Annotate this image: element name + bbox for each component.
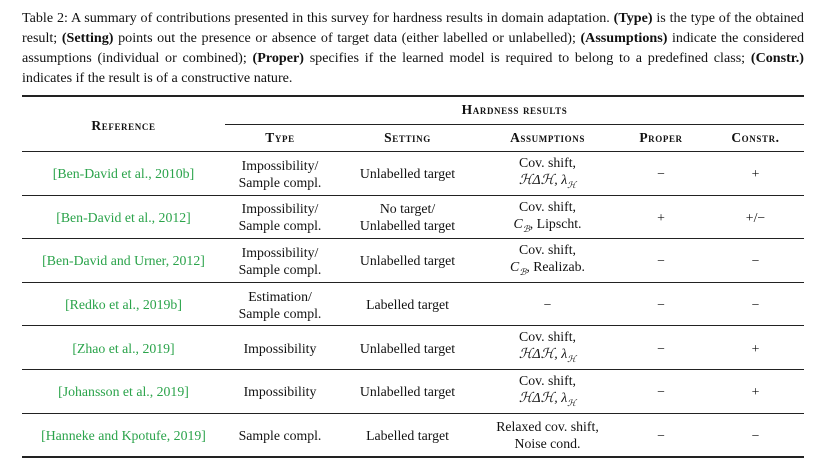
- assumptions-text: Cov. shift,: [519, 329, 576, 345]
- constr-value: −: [751, 427, 760, 443]
- proper-value: −: [657, 427, 665, 443]
- caption-setting-term: (Setting): [61, 30, 114, 46]
- table-row: [22, 196, 804, 240]
- caption-label: Table 2:: [22, 10, 68, 26]
- assumptions-math: [519, 389, 576, 412]
- setting-cell: [335, 414, 480, 458]
- constr-value: +: [751, 166, 760, 182]
- proper-value: −: [657, 384, 665, 400]
- setting-cell: [335, 370, 480, 414]
- reference-cell: [22, 414, 225, 458]
- setting-text: Unlabelled target: [359, 218, 456, 234]
- constr-cell: [707, 152, 804, 196]
- proper-cell: [615, 326, 707, 370]
- type-cell: [225, 283, 335, 327]
- setting-text: Labelled target: [366, 297, 449, 313]
- setting-cell: [335, 152, 480, 196]
- assumptions-math-symbol: C: [513, 215, 523, 231]
- reference-cell: [22, 283, 225, 327]
- constr-value: −: [751, 297, 760, 313]
- reference-link[interactable]: [Ben-David et al., 2012]: [56, 209, 191, 225]
- constr-cell: [707, 283, 804, 327]
- assumptions-cell: [480, 326, 615, 370]
- type-cell: [225, 370, 335, 414]
- table-caption: [22, 8, 804, 88]
- constr-cell: [707, 414, 804, 458]
- assumptions-text: Cov. shift,: [519, 154, 576, 170]
- proper-value: −: [657, 340, 665, 356]
- reference-link[interactable]: [Johansson et al., 2019]: [58, 384, 189, 400]
- constr-cell: [707, 196, 804, 240]
- caption-assumptions-desc: indicate the considered assumptions (individual or combined);: [22, 30, 805, 66]
- assumptions-cell: [480, 239, 615, 283]
- proper-value: +: [657, 209, 665, 225]
- type-text: Sample compl.: [238, 305, 322, 321]
- assumptions-cell: [480, 283, 615, 327]
- type-text: Sample compl.: [238, 427, 322, 443]
- type-text: Sample compl.: [238, 174, 322, 190]
- proper-value: −: [657, 253, 665, 269]
- reference-link[interactable]: [Ben-David and Urner, 2012]: [42, 253, 205, 269]
- assumptions-cell: [480, 196, 615, 240]
- constr-value: −: [751, 253, 760, 269]
- table-row: [22, 239, 804, 283]
- reference-cell: [22, 239, 225, 283]
- reference-link[interactable]: [Hanneke and Kpotufe, 2019]: [41, 427, 206, 443]
- setting-cell: [335, 196, 480, 240]
- assumptions-math-subscript: ℋ: [567, 354, 577, 365]
- caption-setting-desc: points out the presence or absence of target data (either labelled or unlabelled);: [118, 30, 576, 46]
- type-cell: [225, 239, 335, 283]
- assumptions-tail: , Realizab.: [526, 259, 585, 275]
- assumptions-math: [519, 171, 576, 194]
- reference-cell: [22, 370, 225, 414]
- header-setting: Setting: [384, 130, 431, 145]
- assumptions-tail: , Lipscht.: [529, 215, 582, 231]
- proper-cell: [615, 370, 707, 414]
- proper-value: −: [657, 166, 665, 182]
- type-cell: [225, 152, 335, 196]
- reference-link[interactable]: [Ben-David et al., 2010b]: [52, 166, 195, 182]
- type-text: Sample compl.: [238, 261, 322, 277]
- proper-cell: [615, 283, 707, 327]
- assumptions-text: Cov. shift,: [519, 242, 576, 258]
- proper-cell: [615, 239, 707, 283]
- setting-text: Unlabelled target: [359, 253, 456, 269]
- reference-cell: [22, 326, 225, 370]
- reference-cell: [22, 196, 225, 240]
- assumptions-math: [510, 258, 585, 281]
- table-top-rule: [22, 95, 804, 97]
- constr-cell: [707, 239, 804, 283]
- assumptions-math-symbol: C: [510, 259, 520, 275]
- constr-value: +: [751, 384, 760, 400]
- assumptions-math-subscript: ℬ: [519, 266, 527, 277]
- setting-text: Labelled target: [366, 427, 449, 443]
- constr-cell: [707, 370, 804, 414]
- header-type: Type: [265, 130, 295, 145]
- setting-text: Unlabelled target: [359, 384, 456, 400]
- assumptions-cell: [480, 152, 615, 196]
- table-row: [22, 326, 804, 370]
- type-text: Impossibility/: [241, 244, 319, 260]
- header-constr: Constr.: [731, 130, 780, 145]
- assumptions-text: Noise cond.: [514, 436, 581, 452]
- reference-link[interactable]: [Redko et al., 2019b]: [65, 297, 182, 313]
- assumptions-text: Cov. shift,: [519, 372, 576, 388]
- header-reference: Reference: [91, 118, 156, 133]
- table-row: [22, 414, 804, 458]
- assumptions-math-symbol: ℋΔℋ, λ: [518, 389, 568, 405]
- caption-constr-desc: indicates if the result is of a constructive nature.: [22, 70, 293, 86]
- type-cell: [225, 196, 335, 240]
- type-text: Impossibility/: [241, 157, 319, 173]
- setting-cell: [335, 283, 480, 327]
- table-row: [22, 283, 804, 327]
- type-cell: [225, 414, 335, 458]
- caption-constr-term: (Constr.): [750, 50, 804, 66]
- type-text: Sample compl.: [238, 218, 322, 234]
- setting-cell: [335, 239, 480, 283]
- assumptions-math-symbol: ℋΔℋ, λ: [518, 346, 568, 362]
- caption-type-term: (Type): [613, 10, 653, 26]
- setting-text: No target/: [379, 201, 436, 217]
- type-text: Impossibility: [243, 384, 317, 400]
- constr-value: +/−: [745, 209, 766, 225]
- table-row: [22, 370, 804, 414]
- proper-cell: [615, 196, 707, 240]
- constr-value: +: [751, 340, 760, 356]
- proper-value: −: [657, 297, 665, 313]
- proper-cell: [615, 152, 707, 196]
- assumptions-text: Relaxed cov. shift,: [496, 419, 599, 435]
- caption-intro: A summary of contributions presented in this survey for hardness results in domain adaptation.: [70, 10, 610, 26]
- table-row: [22, 152, 804, 196]
- assumptions-math-symbol: ℋΔℋ, λ: [518, 171, 568, 187]
- group-cmidrule: [225, 124, 804, 125]
- setting-cell: [335, 326, 480, 370]
- assumptions-cell: [480, 370, 615, 414]
- type-text: Impossibility/: [241, 201, 319, 217]
- setting-text: Unlabelled target: [359, 166, 456, 182]
- setting-text: Unlabelled target: [359, 340, 456, 356]
- assumptions-cell: [480, 414, 615, 458]
- assumptions-text: Cov. shift,: [519, 198, 576, 214]
- caption-assumptions-term: (Assumptions): [580, 30, 668, 46]
- type-text: Impossibility: [243, 340, 317, 356]
- caption-proper-term: (Proper): [252, 50, 304, 66]
- caption-type-desc: is the type of the obtained result;: [22, 10, 804, 46]
- assumptions-math: [519, 345, 576, 368]
- type-text: Estimation/: [248, 288, 312, 304]
- header-assumptions: Assumptions: [510, 130, 585, 145]
- header-group-title: Hardness results: [461, 102, 568, 117]
- reference-link[interactable]: [Zhao et al., 2019]: [72, 340, 175, 356]
- header-proper: Proper: [639, 130, 683, 145]
- assumptions-math-subscript: ℬ: [522, 223, 530, 234]
- proper-cell: [615, 414, 707, 458]
- reference-cell: [22, 152, 225, 196]
- assumptions-math: [513, 215, 581, 238]
- type-cell: [225, 326, 335, 370]
- assumptions-math-subscript: ℋ: [567, 397, 577, 408]
- constr-cell: [707, 326, 804, 370]
- table-bottom-rule: [22, 456, 804, 458]
- caption-proper-desc: specifies if the learned model is required to belong to a predefined class;: [309, 50, 746, 66]
- assumptions-math-subscript: ℋ: [567, 179, 577, 190]
- assumptions-text: −: [543, 297, 552, 313]
